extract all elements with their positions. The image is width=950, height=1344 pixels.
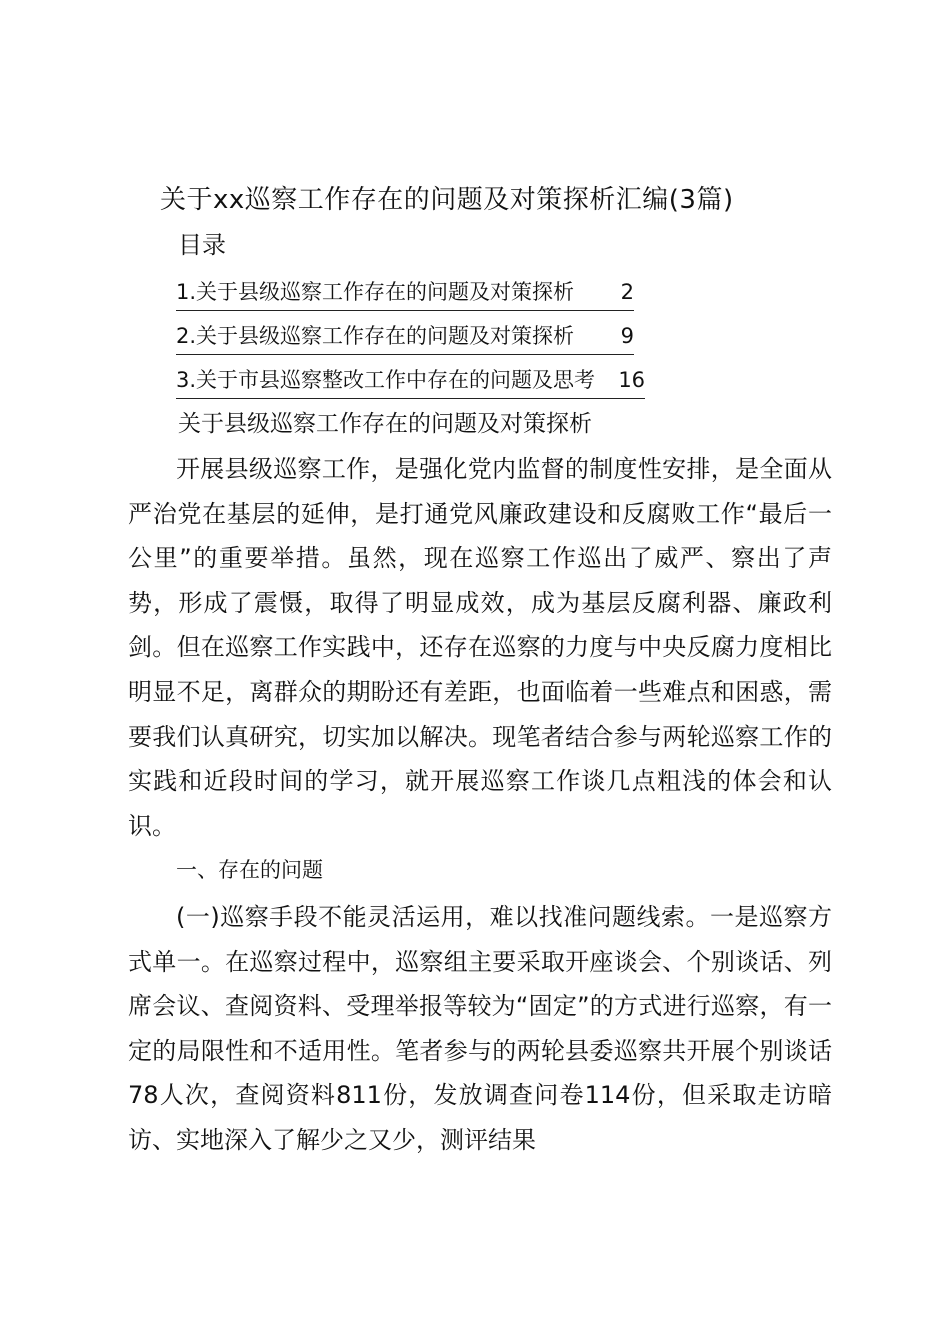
toc-link-1[interactable] — [176, 272, 736, 316]
toc-entry-underline — [176, 318, 634, 355]
toc-entry-underline — [176, 274, 634, 311]
section-title: 关于县级巡察工作存在的问题及对策探析 — [178, 411, 592, 437]
table-of-contents — [176, 272, 736, 404]
toc-entry-text: 1.关于县级巡察工作存在的问题及对策探析 — [176, 280, 575, 304]
toc-entry-page: 16 — [618, 368, 646, 392]
toc-entry-page: 9 — [620, 324, 635, 348]
toc-heading: 目录 — [178, 231, 226, 259]
toc-entry-underline — [176, 362, 645, 399]
toc-entry-page: 2 — [620, 280, 635, 304]
body-paragraph-1: 开展县级巡察工作，是强化党内监督的制度性安排，是全面从严治党在基层的延伸，是打通党风廉政建设和反腐败工作“最后一公里”的重要举措。虽然，现在巡察工作巡出了威严、察出了声势，形成了震慑，取得了明显成效，成为基层反腐利器、廉政利剑。但在巡察工作实践中，还存在巡察的力度与中央反腐力度相比明显不足，离群众的期盼还有差距，也面临着一些难点和困惑，需要我们认真研究，切实加以解决。现笔者结合参与两轮巡察工作的实践和近段时间的学习，就开展巡察工作谈几点粗浅的体会和认识。 — [128, 455, 832, 840]
body-paragraph-2: (一)巡察手段不能灵活运用，难以找准问题线索。一是巡察方式单一。在巡察过程中，巡察组主要采取开座谈会、个别谈话、列席会议、查阅资料、受理举报等较为“固定”的方式进行巡察，有一定的局限性和不适用性。笔者参与的两轮县委巡察共开展个别谈话78人次，查阅资料811份，发放调查问卷114份，但采取走访暗访、实地深入了解少之又少，测评结果 — [128, 903, 832, 1154]
subheading-problems: 一、存在的问题 — [176, 858, 323, 882]
toc-entry-text: 2.关于县级巡察工作存在的问题及对策探析 — [176, 324, 575, 348]
toc-link-2[interactable] — [176, 316, 736, 360]
toc-link-3[interactable] — [176, 360, 736, 404]
document-title: 关于xx巡察工作存在的问题及对策探析汇编(3篇) — [160, 185, 734, 215]
toc-entry-text: 3.关于市县巡察整改工作中存在的问题及思考 — [176, 368, 596, 392]
